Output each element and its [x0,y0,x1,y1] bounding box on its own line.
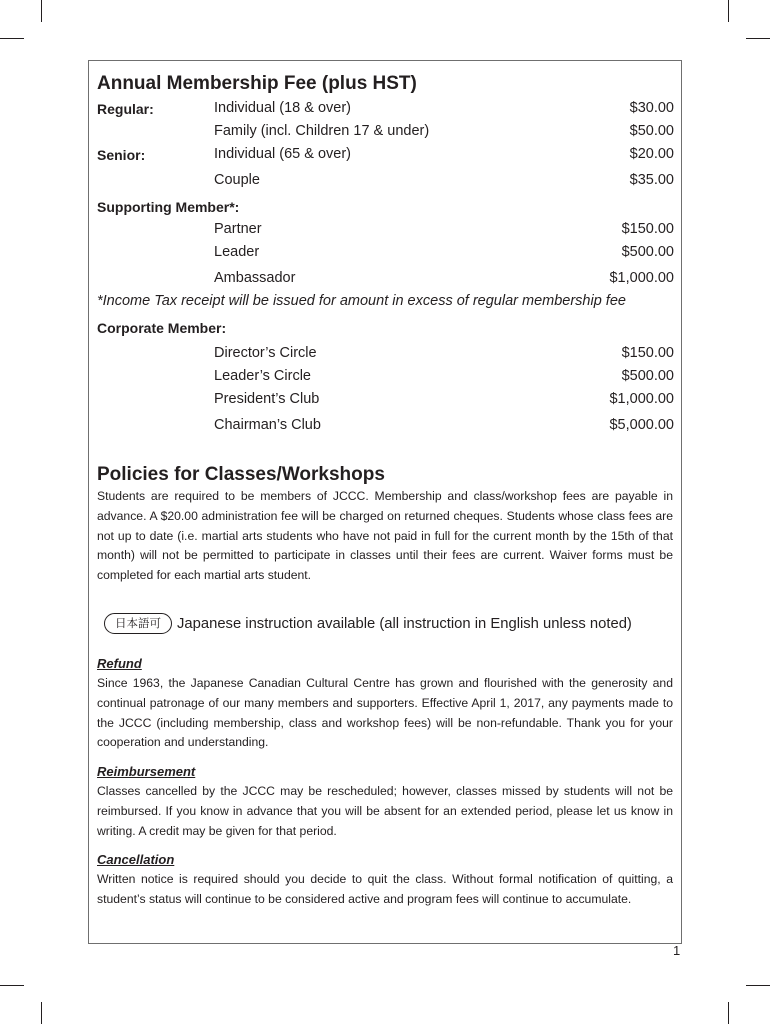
policies-title: Policies for Classes/Workshops [97,464,385,485]
fee-amount: $150.00 [621,345,674,361]
fee-name: Director’s Circle [214,345,317,361]
page-number: 1 [673,943,681,958]
fee-amount: $500.00 [621,368,674,384]
cancellation-text: Written notice is required should you decide to quit the class. Without formal notification of quitting, a student’s status will continue to be considered active and program fees will continue to accumulate. [97,872,673,906]
crop-mark [746,985,770,986]
fee-amount: $20.00 [629,146,674,162]
fee-name: Family (incl. Children 17 & under) [214,123,430,139]
senior-label: Senior: [97,147,146,163]
fee-name: Individual (65 & over) [214,146,352,162]
refund-heading: Refund [97,656,142,671]
fee-name: Couple [214,172,260,188]
crop-mark [746,38,770,39]
tax-receipt-note: *Income Tax receipt will be issued for amount in excess of regular membership fee [97,293,626,309]
refund-text: Since 1963, the Japanese Canadian Cultural Centre has grown and flourished with the generosity and continual patronage of our many members and supporters. Effective April 1, 2017, any payments made to the JCCC (including membership, class and workshop fees) will be non-refundable. Thank you for your cooperation and understanding. [97,676,673,750]
fee-amount: $50.00 [629,123,674,139]
fee-amount: $35.00 [629,172,674,188]
fee-amount: $150.00 [621,221,674,237]
regular-label: Regular: [97,101,154,117]
crop-mark [728,1002,729,1024]
fee-amount: $1,000.00 [609,391,674,407]
japanese-available-seal: 日本語可 [104,613,172,634]
japanese-instruction-note: Japanese instruction available (all instruction in English unless noted) [177,616,632,632]
fee-name: Leader [214,244,260,260]
fee-name: Leader’s Circle [214,368,311,384]
corporate-label: Corporate Member: [97,320,227,336]
fee-name: Individual (18 & over) [214,100,352,116]
policies-intro: Students are required to be members of JCCC. Membership and class/workshop fees are payable in advance. A $20.00 administration fee will be charged on returned cheques. Students whose class fees are not up to date (i.e. martial arts students who have not paid in full for the current month by the 15th of that month) will not be permitted to participate in classes until their fees are current. Waiver forms must be completed for each martial arts student. [97,489,673,583]
membership-title: Annual Membership Fee (plus HST) [97,73,417,94]
cancellation-heading: Cancellation [97,852,175,867]
crop-mark [41,0,42,22]
fee-name: President’s Club [214,391,320,407]
fee-name: Partner [214,221,262,237]
reimbursement-text: Classes cancelled by the JCCC may be rescheduled; however, classes missed by students will not be reimbursed. If you know in advance that you will be absent for an extended period, please let us know in writing. A credit may be given for that period. [97,784,673,838]
crop-mark [0,38,24,39]
reimbursement-heading: Reimbursement [97,764,196,779]
crop-mark [0,985,24,986]
fee-amount: $500.00 [621,244,674,260]
fee-name: Ambassador [214,270,296,286]
fee-amount: $30.00 [629,100,674,116]
crop-mark [41,1002,42,1024]
supporting-label: Supporting Member*: [97,199,240,215]
fee-amount: $1,000.00 [609,270,674,286]
crop-mark [728,0,729,22]
fee-name: Chairman’s Club [214,417,321,433]
fee-amount: $5,000.00 [609,417,674,433]
